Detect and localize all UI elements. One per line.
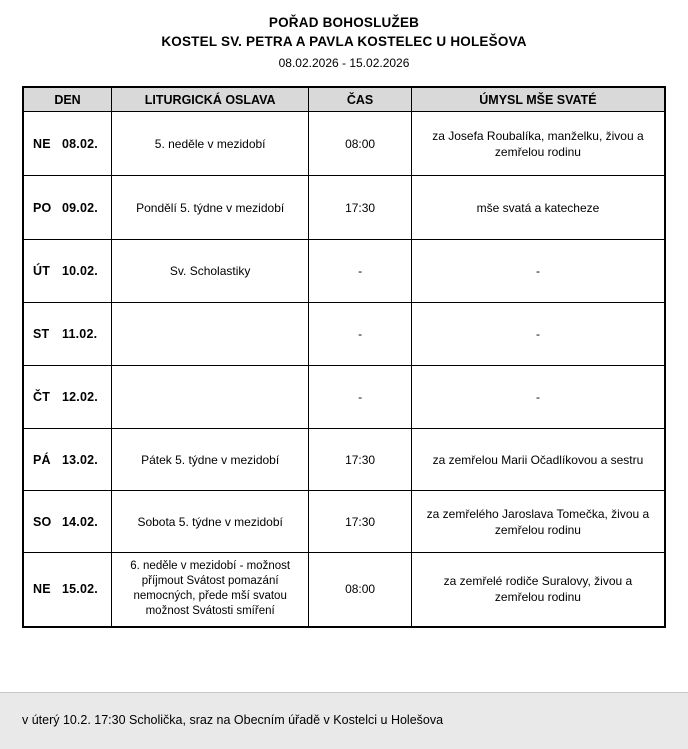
schedule-table-wrapper (22, 86, 666, 628)
table-row (23, 491, 665, 553)
cell-day-of-week: NE (33, 582, 51, 597)
cell-day (23, 240, 112, 303)
schedule-table (22, 86, 666, 628)
cell-time: - (309, 240, 412, 303)
cell-liturgy: Pátek 5. týdne v mezidobí (112, 429, 309, 491)
cell-time: 17:30 (309, 429, 412, 491)
table-header-row (23, 87, 665, 112)
table-row (23, 112, 665, 176)
table-row (23, 240, 665, 303)
cell-intent: - (411, 366, 665, 429)
page-title: POŘAD BOHOSLUŽEB (268, 15, 420, 30)
cell-date: 11.02. (62, 327, 98, 341)
cell-day-of-week: ČT (33, 390, 51, 404)
date-range: 08.02.2026 - 15.02.2026 (278, 56, 410, 70)
cell-intent: za zemřelé rodiče Suralovy, živou a zemřelou rodinu (411, 553, 665, 627)
cell-date: 12.02. (62, 390, 98, 404)
cell-day-of-week: PÁ (33, 452, 51, 467)
cell-liturgy: 5. neděle v mezidobí (112, 112, 309, 176)
cell-liturgy: Sv. Scholastiky (112, 240, 309, 303)
footer-note: v úterý 10.2. 17:30 Scholička, sraz na Obecním úřadě v Kostelci u Holešova (22, 713, 444, 727)
cell-day-of-week: ST (33, 327, 50, 341)
cell-day (23, 553, 112, 627)
cell-liturgy: Pondělí 5. týdne v mezidobí (112, 176, 309, 240)
cell-date: 13.02. (62, 452, 98, 467)
cell-time: 08:00 (309, 553, 412, 627)
cell-day-of-week: ÚT (33, 264, 51, 278)
cell-day (23, 491, 112, 553)
table-row (23, 366, 665, 429)
cell-intent: za zemřelého Jaroslava Tomečka, živou a zemřelou rodinu (411, 491, 665, 553)
document-header (0, 0, 688, 73)
cell-time: 17:30 (309, 491, 412, 553)
cell-date: 09.02. (62, 200, 98, 215)
cell-intent: za zemřelou Marii Očadlíkovou a sestru (411, 429, 665, 491)
table-row (23, 303, 665, 366)
cell-liturgy: Sobota 5. týdne v mezidobí (112, 491, 309, 553)
cell-day-of-week: NE (33, 136, 51, 151)
cell-date: 14.02. (62, 514, 98, 529)
cell-time: 08:00 (309, 112, 412, 176)
cell-time: 17:30 (309, 176, 412, 240)
column-header-intent: ÚMYSL MŠE SVATÉ (411, 87, 665, 112)
cell-intent: za Josefa Roubalíka, manželku, živou a zemřelou rodinu (411, 112, 665, 176)
column-header-day: DEN (23, 87, 112, 112)
table-row (23, 176, 665, 240)
cell-liturgy: 6. neděle v mezidobí - možnost příjmout Svátost pomazání nemocných, přede mší svatou možnost Svátosti smíření (112, 553, 309, 627)
cell-day (23, 429, 112, 491)
cell-time: - (309, 303, 412, 366)
cell-date: 15.02. (62, 582, 98, 597)
cell-date: 10.02. (62, 264, 98, 278)
cell-day (23, 176, 112, 240)
cell-intent: mše svatá a katecheze (411, 176, 665, 240)
cell-day (23, 303, 112, 366)
cell-intent: - (411, 303, 665, 366)
footer-bar (0, 692, 688, 749)
cell-date: 08.02. (62, 136, 98, 151)
cell-day-of-week: PO (33, 200, 52, 215)
page-subtitle: KOSTEL SV. PETRA A PAVLA KOSTELEC U HOLEŠOVA (161, 34, 527, 49)
column-header-time: ČAS (309, 87, 412, 112)
table-row (23, 429, 665, 491)
cell-liturgy (112, 303, 309, 366)
cell-liturgy (112, 366, 309, 429)
cell-day-of-week: SO (33, 514, 52, 529)
cell-intent: - (411, 240, 665, 303)
cell-time: - (309, 366, 412, 429)
column-header-liturgy: LITURGICKÁ OSLAVA (112, 87, 309, 112)
cell-day (23, 112, 112, 176)
cell-day (23, 366, 112, 429)
table-row (23, 553, 665, 627)
